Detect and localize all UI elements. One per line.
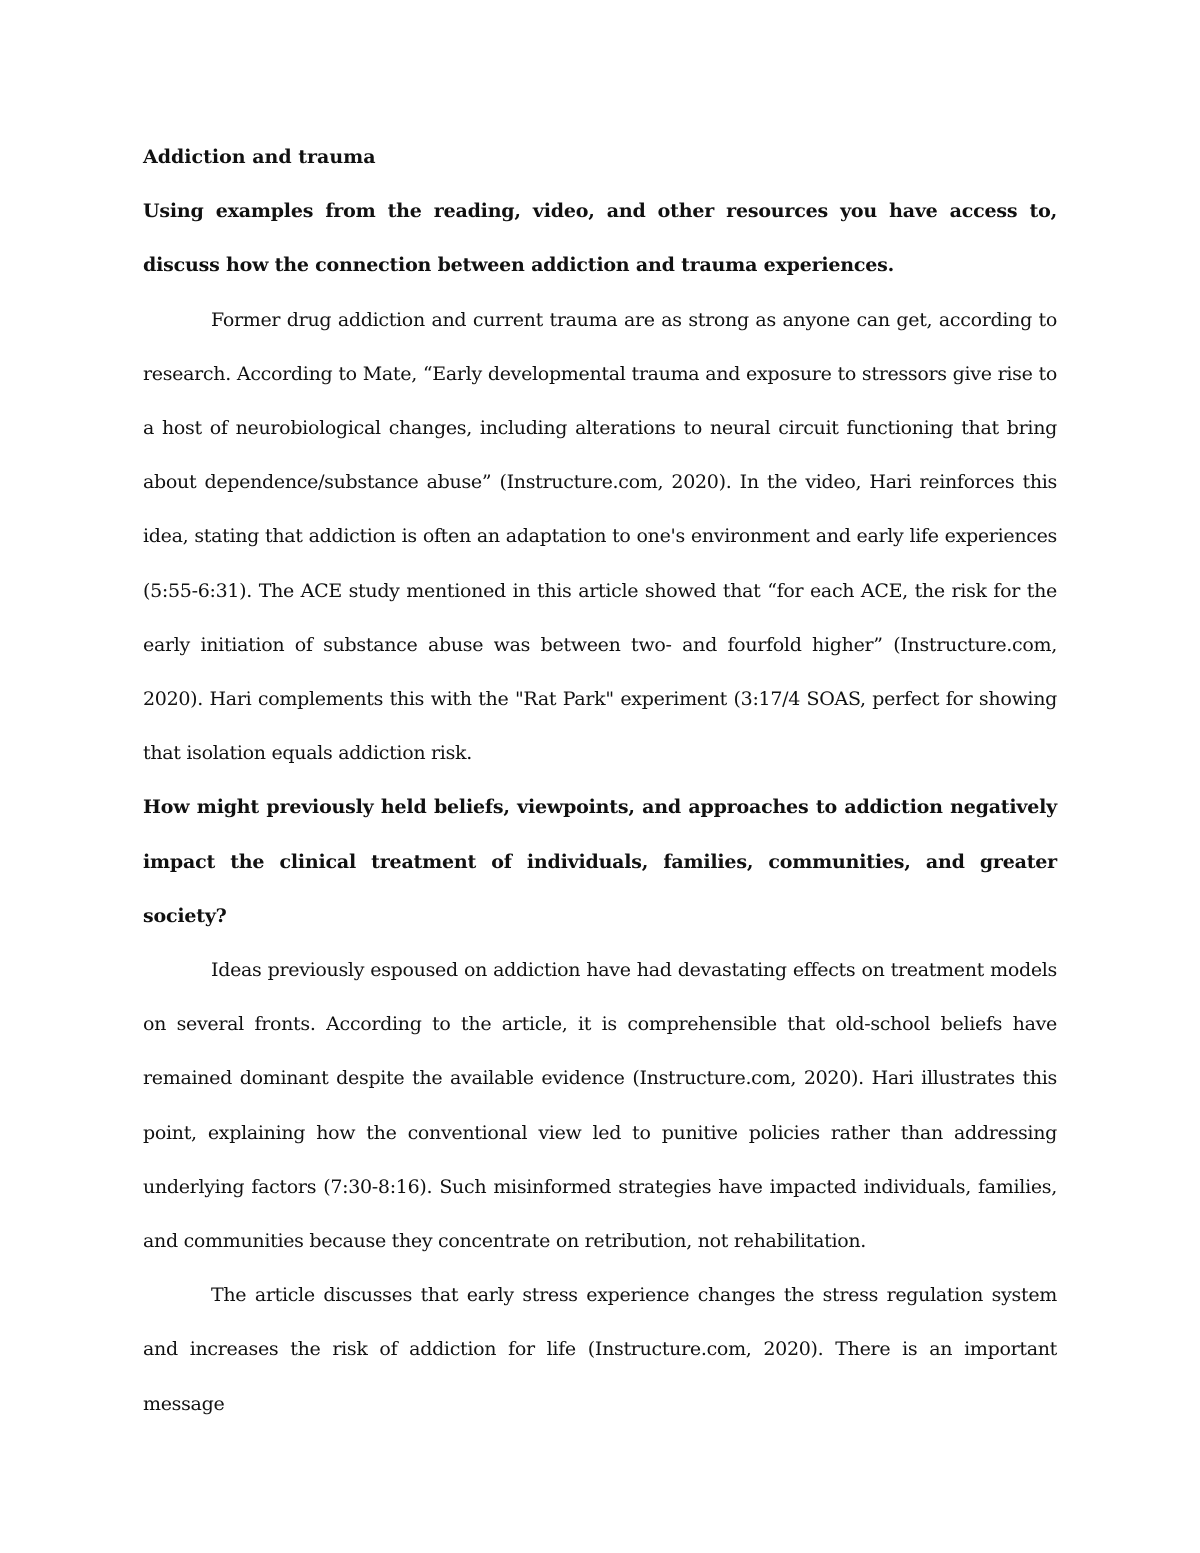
paragraph-2: Ideas previously espoused on addiction have had devastating effects on treatment models on several fronts. According to the article, it is comprehensible that old-school beliefs have remained dominant despite the available evidence (Instructure.com, 2020). Hari illustrates this point, explaining how the conventional view led to punitive policies rather than addressing underlying factors (7:30-8:16). Such misinformed strategies have impacted individuals, families, and communities because they concentrate on retribution, not rehabilitation.	[143, 959, 1057, 1253]
question-1: Using examples from the reading, video, and other resources you have access to, discuss how the connection between addiction and trauma experiences.	[143, 200, 1057, 277]
document-title: Addiction and trauma	[143, 146, 376, 168]
paragraph-1: Former drug addiction and current trauma are as strong as anyone can get, according to research. According to Mate, “Early developmental trauma and exposure to stressors give rise to a host of neurobiological changes, including alterations to neural circuit functioning that bring about dependence/substance abuse” (Instructure.com, 2020). In the video, Hari reinforces this idea, stating that addiction is often an adaptation to one's environment and early life experiences (5:55-6:31). The ACE study mentioned in this article showed that “for each ACE, the risk for the early initiation of substance abuse was between two- and fourfold higher” (Instructure.com, 2020). Hari complements this with the "Rat Park" experiment (3:17/4 SOAS, perfect for showing that isolation equals addiction risk.	[143, 308, 1057, 765]
question-2: How might previously held beliefs, viewpoints, and approaches to addiction negatively impact the clinical treatment of individuals, families, communities, and greater society?	[143, 796, 1057, 927]
document-body	[143, 130, 1057, 1431]
paragraph-3: The article discusses that early stress experience changes the stress regulation system and increases the risk of addiction for life (Instructure.com, 2020). There is an important message	[143, 1284, 1057, 1415]
